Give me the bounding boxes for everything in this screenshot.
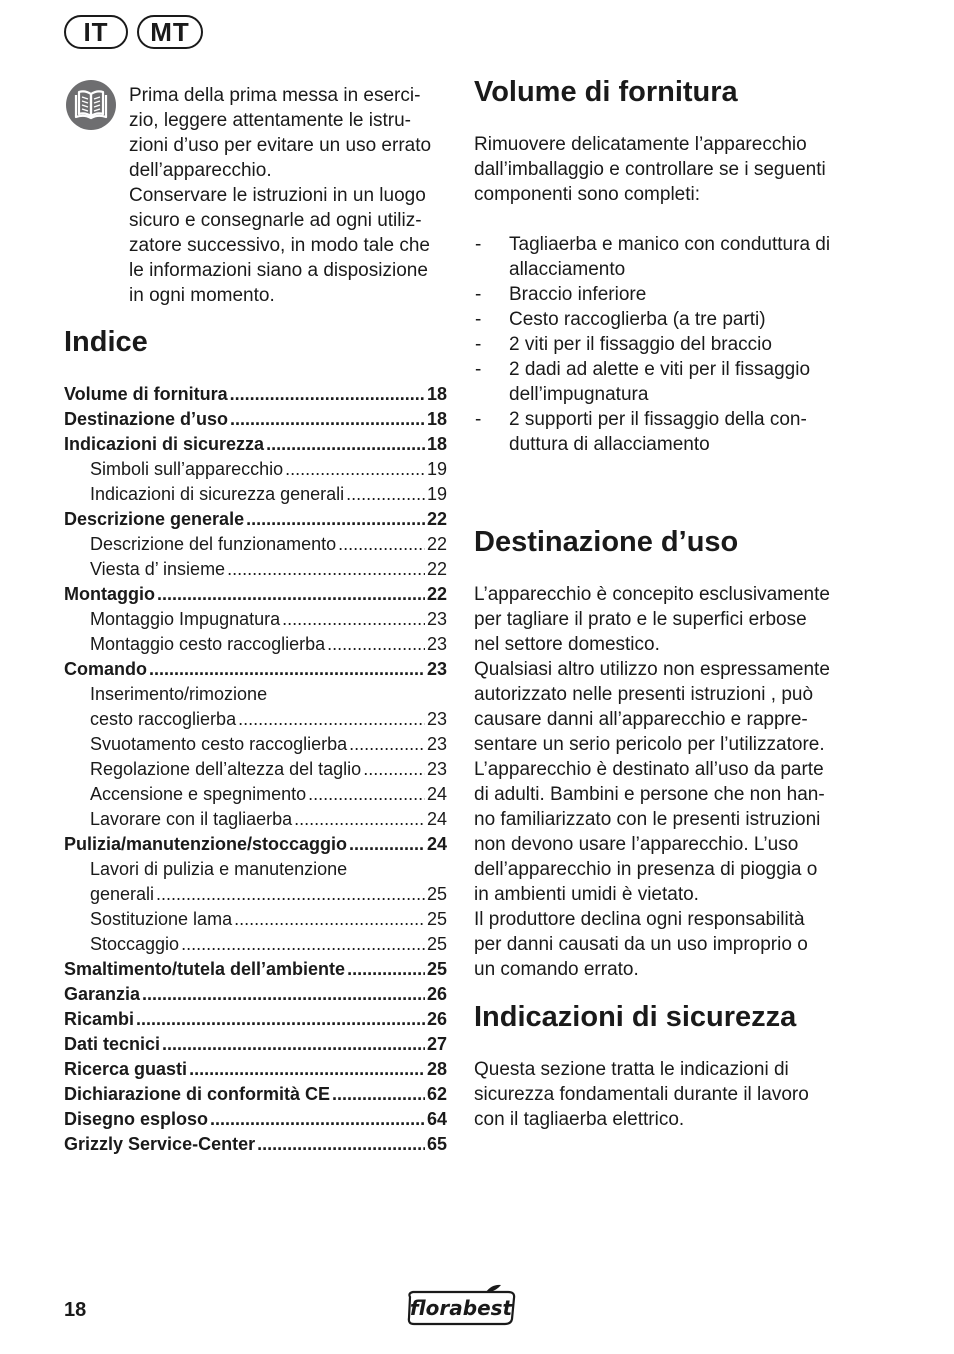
toc-leader-dots xyxy=(149,657,425,682)
toc-leader-dots xyxy=(349,832,425,857)
toc-entry-text: Indicazioni di sicurezza generali xyxy=(90,484,345,504)
text-line: un comando errato. xyxy=(474,959,639,980)
toc-leader-dots xyxy=(157,582,425,607)
text-line: causare danni all’apparecchio e rappre- xyxy=(474,709,808,730)
toc-leader-dots xyxy=(338,532,425,557)
toc-title: Indice xyxy=(64,326,148,358)
toc-entry xyxy=(64,1007,447,1032)
toc-entry xyxy=(64,1107,447,1132)
toc-entry xyxy=(64,782,447,807)
toc-entry-text: Dati tecnici xyxy=(64,1034,161,1054)
toc-entry xyxy=(64,432,447,457)
intro-paragraph xyxy=(129,83,459,183)
toc-entry-text: cesto raccoglierba xyxy=(90,709,237,729)
toc-entry-text: Stoccaggio xyxy=(90,934,180,954)
text-line: dall’imballaggio e controllare se i seguenti xyxy=(474,159,826,180)
toc-leader-dots xyxy=(308,782,425,807)
toc-entry-text: Lavori di pulizia e manutenzione xyxy=(90,859,348,879)
toc-entry-page: 25 xyxy=(426,884,447,904)
toc-leader-dots xyxy=(363,757,425,782)
toc-entry-page: 19 xyxy=(426,484,447,504)
toc-entry-text: Montaggio Impugnatura xyxy=(90,609,281,629)
supply-item-line: 2 dadi ad alette e viti per il fissaggio xyxy=(509,359,811,380)
page-number: 18 xyxy=(64,1299,87,1321)
intro-text xyxy=(129,83,459,308)
intro-line: Conservare le istruzioni in un luogo xyxy=(129,185,426,206)
toc-entry xyxy=(64,857,447,882)
toc-entry xyxy=(64,907,447,932)
brand-logo-text: florabest xyxy=(409,1296,513,1320)
toc-entry-page: 23 xyxy=(426,734,447,754)
toc-leader-dots xyxy=(230,407,425,432)
toc-leader-dots xyxy=(246,507,425,532)
toc-entry-text: Indicazioni di sicurezza xyxy=(64,434,265,454)
toc-leader-dots xyxy=(347,957,425,982)
toc-entry-page: 22 xyxy=(426,509,447,529)
toc-entry-page: 18 xyxy=(426,409,447,429)
toc-entry xyxy=(64,632,447,657)
toc-entry-page: 22 xyxy=(426,559,447,579)
text-line: componenti sono completi: xyxy=(474,184,701,205)
brand-logo xyxy=(404,1283,518,1327)
toc-entry-text: Accensione e spegnimento xyxy=(90,784,307,804)
toc-entry-text: Simboli sull’apparecchio xyxy=(90,459,284,479)
text-line: L’apparecchio è destinato all’uso da parte xyxy=(474,759,824,780)
supply-item-line: allacciamento xyxy=(509,259,626,280)
toc-entry-page: 18 xyxy=(426,434,447,454)
supply-title: Volume di fornitura xyxy=(474,76,738,108)
toc-entry xyxy=(64,682,447,707)
toc-entry xyxy=(64,1057,447,1082)
toc-entry-text: Destinazione d’uso xyxy=(64,409,229,429)
toc-leader-dots xyxy=(227,557,425,582)
text-line: per danni causati da un uso improprio o xyxy=(474,934,808,955)
toc-entry-page: 22 xyxy=(426,584,447,604)
list-dash: - xyxy=(475,284,482,305)
toc-entry xyxy=(64,507,447,532)
toc-entry-text: Volume di fornitura xyxy=(64,384,228,404)
toc-leader-dots xyxy=(156,882,425,907)
intended-use-text xyxy=(474,582,874,982)
text-line: per tagliare il prato e le superfici erbose xyxy=(474,609,807,630)
supply-item-line: dell’impugnatura xyxy=(509,384,649,405)
toc-entry xyxy=(64,832,447,857)
toc-entry xyxy=(64,557,447,582)
toc-entry xyxy=(64,482,447,507)
toc-leader-dots xyxy=(346,482,425,507)
intro-line: zio, leggere attentamente le istru- xyxy=(129,110,411,131)
toc-entry-page: 26 xyxy=(426,1009,447,1029)
list-dash: - xyxy=(475,334,482,355)
text-line: autorizzato nelle presenti istruzioni , può xyxy=(474,684,814,705)
toc-entry xyxy=(64,657,447,682)
supply-item-line: 2 viti per il fissaggio del braccio xyxy=(509,334,772,355)
toc-entry xyxy=(64,407,447,432)
table-of-contents xyxy=(64,382,447,1157)
toc-leader-dots xyxy=(294,807,425,832)
text-line: in ambienti umidi è vietato. xyxy=(474,884,699,905)
toc-leader-dots xyxy=(332,1082,425,1107)
toc-entry xyxy=(64,582,447,607)
toc-entry-text: Descrizione del funzionamento xyxy=(90,534,337,554)
toc-entry-page: 22 xyxy=(426,534,447,554)
intro-line: Prima della prima messa in eserci- xyxy=(129,85,421,106)
list-dash: - xyxy=(475,409,482,430)
safety-text xyxy=(474,1057,874,1132)
toc-entry xyxy=(64,982,447,1007)
text-line: nel settore domestico. xyxy=(474,634,660,655)
toc-leader-dots xyxy=(266,432,425,457)
toc-entry xyxy=(64,707,447,732)
toc-entry-page: 23 xyxy=(426,609,447,629)
toc-leader-dots xyxy=(282,607,425,632)
toc-entry-page: 19 xyxy=(426,459,447,479)
text-line: non devono usare l’apparecchio. L’uso xyxy=(474,834,799,855)
intro-line: zioni d’uso per evitare un uso errato xyxy=(129,135,432,156)
supply-intro xyxy=(474,132,874,207)
text-line: Qualsiasi altro utilizzo non espressamente xyxy=(474,659,830,680)
toc-entry-text: Montaggio cesto raccoglierba xyxy=(90,634,326,654)
intro-paragraph xyxy=(129,183,459,308)
text-line: Il produttore declina ogni responsabilità xyxy=(474,909,805,930)
toc-entry xyxy=(64,957,447,982)
toc-entry-page: 23 xyxy=(426,709,447,729)
intended-use-title: Destinazione d’uso xyxy=(474,526,739,558)
supply-item-line: duttura di allacciamento xyxy=(509,434,710,455)
text-line: sentare un serio pericolo per l’utilizzatore. xyxy=(474,734,825,755)
toc-entry-text: Dichiarazione di conformità CE xyxy=(64,1084,331,1104)
book-icon xyxy=(66,80,116,130)
toc-entry-page: 27 xyxy=(426,1034,447,1054)
text-line: con il tagliaerba elettrico. xyxy=(474,1109,685,1130)
toc-entry-text: Viesta d’ insieme xyxy=(90,559,226,579)
toc-entry-page: 24 xyxy=(426,784,447,804)
toc-entry-page: 62 xyxy=(426,1084,447,1104)
toc-entry-text: generali xyxy=(90,884,155,904)
supply-item-line: Tagliaerba e manico con conduttura di xyxy=(509,234,831,255)
toc-entry xyxy=(64,382,447,407)
supply-item xyxy=(474,357,874,407)
toc-entry-page: 24 xyxy=(426,834,447,854)
toc-entry-page: 23 xyxy=(426,659,447,679)
toc-leader-dots xyxy=(230,382,425,407)
toc-leader-dots xyxy=(234,907,425,932)
toc-entry xyxy=(64,607,447,632)
text-line: dell’apparecchio in presenza di pioggia o xyxy=(474,859,818,880)
toc-entry xyxy=(64,882,447,907)
supply-item xyxy=(474,407,874,457)
supply-item-line: Braccio inferiore xyxy=(509,284,647,305)
text-line: no familiarizzato con le presenti istruzioni xyxy=(474,809,821,830)
intro-line: dell’apparecchio. xyxy=(129,160,272,181)
list-dash: - xyxy=(475,309,482,330)
toc-entry-page: 25 xyxy=(426,959,447,979)
toc-leader-dots xyxy=(349,732,425,757)
toc-entry-text: Smaltimento/tutela dell’ambiente xyxy=(64,959,346,979)
supply-item-line: Cesto raccoglierba (a tre parti) xyxy=(509,309,766,330)
toc-entry xyxy=(64,732,447,757)
toc-entry-text: Grizzly Service-Center xyxy=(64,1134,256,1154)
intro-line: in ogni momento. xyxy=(129,285,275,306)
supply-item xyxy=(474,282,874,307)
toc-entry xyxy=(64,932,447,957)
toc-leader-dots xyxy=(238,707,425,732)
toc-leader-dots xyxy=(189,1057,425,1082)
intro-line: sicuro e consegnarle ad ogni utiliz- xyxy=(129,210,422,231)
toc-entry-page: 26 xyxy=(426,984,447,1004)
toc-leader-dots xyxy=(136,1007,425,1032)
intro-line: zatore successivo, in modo tale che xyxy=(129,235,430,256)
toc-entry-page: 18 xyxy=(426,384,447,404)
supply-item xyxy=(474,232,874,282)
safety-title: Indicazioni di sicurezza xyxy=(474,1001,797,1033)
toc-entry xyxy=(64,532,447,557)
toc-leader-dots xyxy=(210,1107,425,1132)
toc-entry xyxy=(64,757,447,782)
list-dash: - xyxy=(475,234,482,255)
toc-entry xyxy=(64,457,447,482)
toc-entry-page: 25 xyxy=(426,909,447,929)
toc-entry-page: 64 xyxy=(426,1109,447,1129)
text-line: Rimuovere delicatamente l’apparecchio xyxy=(474,134,807,155)
toc-entry-page: 24 xyxy=(426,809,447,829)
toc-entry xyxy=(64,1032,447,1057)
toc-entry-text: Descrizione generale xyxy=(64,509,245,529)
supply-item xyxy=(474,332,874,357)
supply-item-line: 2 supporti per il fissaggio della con- xyxy=(509,409,807,430)
toc-entry-text: Garanzia xyxy=(64,984,141,1004)
toc-entry-text: Lavorare con il tagliaerba xyxy=(90,809,293,829)
language-badge-it: IT xyxy=(64,15,128,49)
intro-line: le informazioni siano a disposizione xyxy=(129,260,428,281)
supply-list xyxy=(474,232,874,457)
text-line: L’apparecchio è concepito esclusivamente xyxy=(474,584,830,605)
list-dash: - xyxy=(475,359,482,380)
language-badge-mt: MT xyxy=(137,15,203,49)
toc-entry xyxy=(64,807,447,832)
toc-leader-dots xyxy=(285,457,425,482)
toc-entry-page: 23 xyxy=(426,634,447,654)
toc-entry-text: Disegno esploso xyxy=(64,1109,209,1129)
toc-entry xyxy=(64,1132,447,1157)
toc-entry xyxy=(64,1082,447,1107)
text-line: sicurezza fondamentali durante il lavoro xyxy=(474,1084,809,1105)
toc-entry-page: 23 xyxy=(426,759,447,779)
supply-item xyxy=(474,307,874,332)
toc-entry-text: Ricerca guasti xyxy=(64,1059,188,1079)
toc-entry-page: 65 xyxy=(426,1134,447,1154)
toc-leader-dots xyxy=(181,932,425,957)
toc-leader-dots xyxy=(162,1032,425,1057)
toc-leader-dots xyxy=(327,632,425,657)
toc-entry-text: Montaggio xyxy=(64,584,155,604)
toc-entry-text: Regolazione dell’altezza del taglio xyxy=(90,759,362,779)
toc-entry-text: Comando xyxy=(64,659,147,679)
toc-entry-page: 28 xyxy=(426,1059,447,1079)
text-line: di adulti. Bambini e persone che non han- xyxy=(474,784,825,805)
toc-entry-text: Pulizia/manutenzione/stoccaggio xyxy=(64,834,348,854)
toc-entry-page: 25 xyxy=(426,934,447,954)
toc-leader-dots xyxy=(142,982,425,1007)
toc-entry-text: Svuotamento cesto raccoglierba xyxy=(90,734,348,754)
toc-entry-text: Inserimento/rimozione xyxy=(90,684,268,704)
toc-leader-dots xyxy=(257,1132,425,1157)
toc-entry-text: Ricambi xyxy=(64,1009,135,1029)
text-line: Questa sezione tratta le indicazioni di xyxy=(474,1059,789,1080)
toc-entry-text: Sostituzione lama xyxy=(90,909,233,929)
